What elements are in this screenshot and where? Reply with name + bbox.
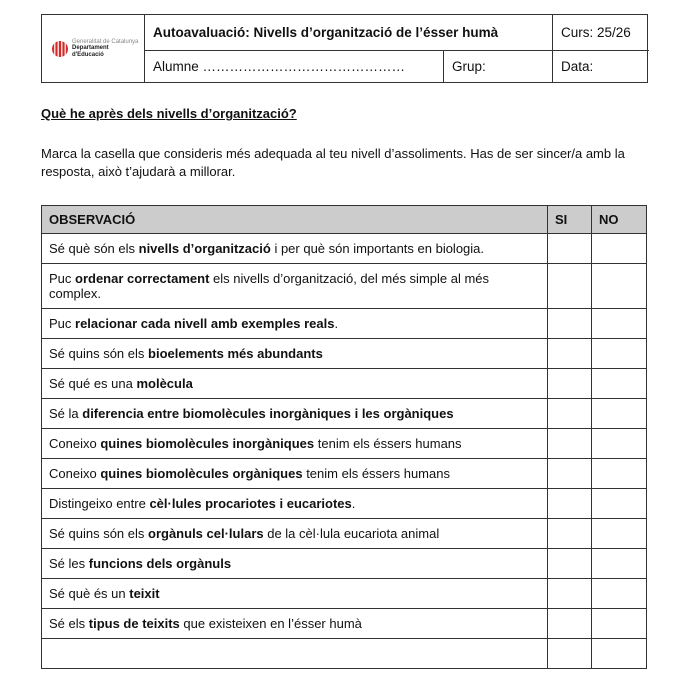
no-checkbox-cell[interactable] xyxy=(592,234,647,264)
catalan-flag-icon xyxy=(52,41,68,57)
observation-bold-text: teixit xyxy=(129,586,160,601)
table-row xyxy=(42,609,647,639)
observation-bold-text: relacionar cada nivell amb exemples reals xyxy=(75,316,335,331)
observation-pre-text: Sé les xyxy=(49,556,89,571)
observation-bold-text: ordenar correctament xyxy=(75,271,210,286)
observation-cell xyxy=(42,489,548,519)
yes-checkbox-cell[interactable] xyxy=(548,234,592,264)
yes-checkbox-cell[interactable] xyxy=(548,309,592,339)
observation-cell xyxy=(42,369,548,399)
no-checkbox-cell[interactable] xyxy=(592,429,647,459)
observation-cell xyxy=(42,639,548,669)
document-title: Autoavaluació: Nivells d’organització de l’ésser humà xyxy=(145,15,553,51)
observation-pre-text: Coneixo xyxy=(49,466,101,481)
no-checkbox-cell[interactable] xyxy=(592,519,647,549)
yes-checkbox-cell[interactable] xyxy=(548,264,592,309)
no-checkbox-cell[interactable] xyxy=(592,399,647,429)
observation-post-text: els nivells d’organització, del més simple al més complex. xyxy=(49,271,490,301)
observation-cell xyxy=(42,609,548,639)
observation-pre-text: Sé què és un xyxy=(49,586,130,601)
no-checkbox-cell[interactable] xyxy=(592,369,647,399)
observation-cell xyxy=(42,309,548,339)
generalitat-logo xyxy=(52,39,138,59)
observation-post-text: . xyxy=(334,316,339,331)
instructions-text: Marca la casella que consideris més adequada al teu nivell d’assoliments. Has de ser sincer/a amb la resposta, això t’ajudarà a millorar. xyxy=(41,146,625,179)
yes-checkbox-cell[interactable] xyxy=(548,489,592,519)
observation-bold-text: molècula xyxy=(136,376,193,391)
no-checkbox-cell[interactable] xyxy=(592,459,647,489)
no-checkbox-cell[interactable] xyxy=(592,549,647,579)
table-row xyxy=(42,429,647,459)
yes-checkbox-cell[interactable] xyxy=(548,399,592,429)
logo-cell xyxy=(42,15,145,82)
course-label: Curs: 25/26 xyxy=(553,15,649,51)
no-checkbox-cell[interactable] xyxy=(592,264,647,309)
observation-post-text: i per què són importants en biologia. xyxy=(270,241,485,256)
yes-checkbox-cell[interactable] xyxy=(548,639,592,669)
observation-pre-text: Distingeixo entre xyxy=(49,496,150,511)
yes-checkbox-cell[interactable] xyxy=(548,369,592,399)
observation-pre-text: Puc xyxy=(49,271,76,286)
table-row xyxy=(42,309,647,339)
yes-checkbox-cell[interactable] xyxy=(548,549,592,579)
table-row xyxy=(42,489,647,519)
table-row xyxy=(42,519,647,549)
observation-pre-text: Coneixo xyxy=(49,436,101,451)
table-row xyxy=(42,369,647,399)
yes-checkbox-cell[interactable] xyxy=(548,579,592,609)
no-checkbox-cell[interactable] xyxy=(592,579,647,609)
no-checkbox-cell[interactable] xyxy=(592,639,647,669)
observation-cell xyxy=(42,339,548,369)
table-row xyxy=(42,264,647,309)
observation-bold-text: bioelements més abundants xyxy=(148,346,323,361)
observation-bold-text: orgànuls cel·lulars xyxy=(148,526,264,541)
date-field[interactable]: Data: xyxy=(561,59,594,74)
table-row xyxy=(42,579,647,609)
column-header-observation: OBSERVACIÓ xyxy=(42,206,548,234)
table-row xyxy=(42,399,647,429)
yes-checkbox-cell[interactable] xyxy=(548,459,592,489)
observation-post-text: tenim els éssers humans xyxy=(302,466,450,481)
no-checkbox-cell[interactable] xyxy=(592,339,647,369)
observation-cell xyxy=(42,399,548,429)
observation-cell xyxy=(42,549,548,579)
observation-pre-text: Sé qué es una xyxy=(49,376,137,391)
yes-checkbox-cell[interactable] xyxy=(548,429,592,459)
observation-bold-text: diferencia entre biomolècules inorgàniques i les orgàniques xyxy=(82,406,454,421)
table-row xyxy=(42,549,647,579)
observation-bold-text: funcions dels orgànuls xyxy=(88,556,232,571)
column-header-no: NO xyxy=(592,206,647,234)
observation-bold-text: quines biomolècules inorgàniques xyxy=(100,436,315,451)
observation-post-text: de la cèl·lula eucariota animal xyxy=(263,526,440,541)
self-assessment-table xyxy=(41,205,647,669)
observation-post-text: que existeixen en l’ésser humà xyxy=(179,616,362,631)
observation-bold-text: cèl·lules procariotes i eucariotes xyxy=(149,496,352,511)
table-row xyxy=(42,459,647,489)
table-row xyxy=(42,339,647,369)
header-table xyxy=(41,14,648,83)
observation-cell xyxy=(42,429,548,459)
observation-pre-text: Sé què són els xyxy=(49,241,139,256)
section-title: Què he après dels nivells d’organització? xyxy=(41,106,297,121)
logo-line-1: Generalitat de Catalunya xyxy=(72,38,139,45)
logo-line-3: d'Educació xyxy=(72,51,104,58)
yes-checkbox-cell[interactable] xyxy=(548,609,592,639)
observation-bold-text: nivells d’organització xyxy=(138,241,271,256)
table-row xyxy=(42,639,647,669)
group-field[interactable]: Grup: xyxy=(444,51,553,82)
observation-pre-text: Sé la xyxy=(49,406,83,421)
yes-checkbox-cell[interactable] xyxy=(548,519,592,549)
observation-cell xyxy=(42,459,548,489)
observation-cell xyxy=(42,519,548,549)
logo-line-2: Departament xyxy=(72,45,109,52)
observation-bold-text: tipus de teixits xyxy=(88,616,180,631)
observation-pre-text: Sé els xyxy=(49,616,89,631)
observation-cell xyxy=(42,234,548,264)
column-header-yes: SI xyxy=(548,206,592,234)
observation-pre-text: Puc xyxy=(49,316,76,331)
no-checkbox-cell[interactable] xyxy=(592,609,647,639)
observation-bold-text: quines biomolècules orgàniques xyxy=(100,466,303,481)
student-name-field[interactable]: Alumne ……………………………………… xyxy=(145,51,444,82)
observation-post-text: . xyxy=(351,496,356,511)
logo-text xyxy=(72,39,138,59)
observation-pre-text: Sé quins són els xyxy=(49,346,149,361)
observation-post-text: tenim els éssers humans xyxy=(314,436,462,451)
no-checkbox-cell[interactable] xyxy=(592,309,647,339)
yes-checkbox-cell[interactable] xyxy=(548,339,592,369)
observation-pre-text: Sé quins són els xyxy=(49,526,149,541)
no-checkbox-cell[interactable] xyxy=(592,489,647,519)
observation-cell xyxy=(42,579,548,609)
table-header-row xyxy=(42,206,647,234)
table-row xyxy=(42,234,647,264)
observation-cell xyxy=(42,264,548,309)
